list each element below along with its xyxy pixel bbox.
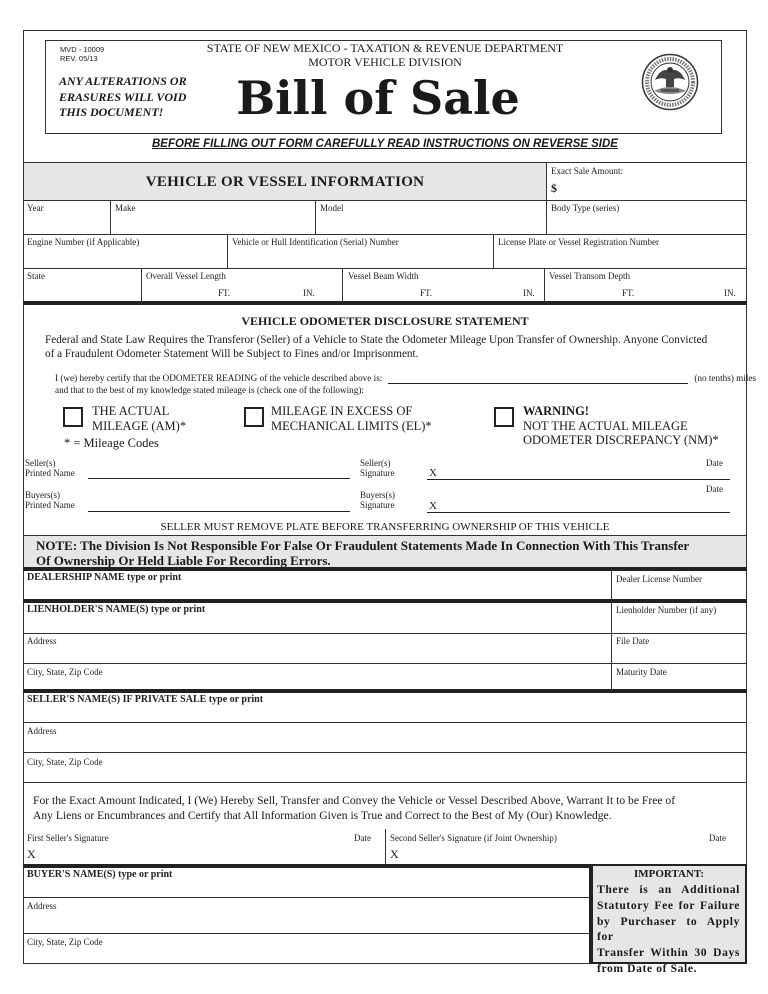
dealer-license-label: Dealer License Number (616, 574, 702, 584)
buyer-signature-line (427, 512, 730, 513)
alteration-warning (59, 74, 187, 121)
vessel-length-label: Overall Vessel Length (146, 271, 226, 281)
form-id (60, 45, 104, 63)
buyer-printed-name-input[interactable] (88, 499, 350, 512)
make-input[interactable] (113, 214, 313, 232)
transom-ft-unit: FT. (622, 288, 635, 298)
plate-label: License Plate or Vessel Registration Number (498, 237, 660, 247)
agency-line: STATE OF NEW MEXICO - TAXATION & REVENUE DEPARTMENT (206, 41, 564, 55)
make-label: Make (115, 203, 136, 213)
seller-name-input[interactable] (26, 707, 744, 720)
label-line: Printed Name (25, 468, 75, 478)
new-mexico-state-seal-icon (641, 53, 699, 111)
seller-name-label: SELLER'S NAME(S) IF PRIVATE SALE type or print (27, 694, 264, 705)
model-input[interactable] (318, 214, 544, 232)
label-line: Signature (360, 468, 395, 478)
seller-date-label: Date (706, 458, 723, 468)
seller-x-mark: X (429, 467, 437, 479)
buyer-x-mark: X (429, 500, 437, 512)
lienholder-name-input[interactable] (26, 618, 608, 631)
sale-amount-input[interactable] (564, 180, 742, 196)
option-text: MECHANICAL LIMITS (EL)* (271, 418, 432, 433)
no-tenths-miles-label: (no tenths) miles (694, 373, 757, 383)
dealership-name-input[interactable] (26, 585, 608, 598)
first-seller-date-label: Date (354, 833, 371, 843)
state-input[interactable] (26, 283, 138, 299)
dealership-name-label: DEALERSHIP NAME type or print (27, 572, 182, 583)
seller-printed-name-label (25, 458, 75, 478)
important-text (597, 882, 740, 977)
first-seller-signature-input[interactable] (42, 846, 378, 862)
first-seller-signature-label: First Seller's Signature (27, 833, 109, 843)
label-line: Seller(s) (360, 458, 391, 468)
lienholder-city-label: City, State, Zip Code (27, 667, 103, 677)
vin-label: Vehicle or Hull Identification (Serial) Number (232, 237, 399, 247)
odometer-law-text (45, 333, 707, 361)
odometer-reading-input[interactable] (388, 373, 688, 384)
actual-mileage-checkbox[interactable] (63, 407, 83, 427)
beam-width-label: Vessel Beam Width (348, 271, 419, 281)
excess-mileage-option (271, 404, 432, 433)
length-ft-input[interactable] (145, 285, 215, 299)
form-revision: REV. 05/13 (60, 54, 98, 63)
maturity-date-label: Maturity Date (616, 667, 667, 677)
odometer-certify-row (55, 373, 756, 384)
buyer-signature-input[interactable] (442, 499, 700, 512)
lienholder-address-input[interactable] (26, 648, 608, 661)
warning-line: ERASURES WILL VOID (59, 89, 187, 104)
excess-mileage-checkbox[interactable] (244, 407, 264, 427)
second-seller-signature-input[interactable] (405, 846, 742, 862)
option-text: THE ACTUAL (92, 404, 170, 418)
buyer-address-label: Address (27, 901, 57, 911)
division-line: MOTOR VEHICLE DIVISION (308, 55, 462, 69)
body-type-label: Body Type (series) (551, 203, 620, 213)
odometer-title: VEHICLE ODOMETER DISCLOSURE STATEMENT (241, 314, 529, 328)
first-seller-x-mark: X (27, 847, 36, 861)
model-label: Model (320, 203, 344, 213)
important-line: Statutory Fee for Failure (597, 898, 740, 912)
buyer-printed-name-label (25, 490, 75, 510)
agency-name (200, 41, 570, 69)
not-actual-mileage-option (523, 404, 719, 448)
seller-city-label: City, State, Zip Code (27, 757, 103, 767)
law-line: of a Fraudulent Odometer Statement Will be Subject to Fines and/or Imprisonment. (45, 348, 419, 360)
important-line: from Date of Sale. (597, 961, 698, 975)
lienholder-address-label: Address (27, 636, 57, 646)
liability-note (36, 538, 689, 568)
plate-input[interactable] (496, 248, 744, 266)
transom-in-input[interactable] (640, 285, 720, 299)
label-line: Seller(s) (25, 458, 56, 468)
lienholder-number-label: Lienholder Number (if any) (616, 605, 717, 615)
length-ft-unit: FT. (218, 288, 231, 298)
file-date-input[interactable] (614, 648, 744, 661)
buyer-name-label: BUYER'S NAME(S) type or print (27, 869, 173, 880)
buyer-date-label: Date (706, 484, 723, 494)
note-line: Of Ownership Or Held Liable For Recording Errors. (36, 553, 331, 568)
sale-certification-text (33, 793, 675, 823)
beam-in-input[interactable] (438, 285, 520, 299)
important-line: Transfer Within 30 Days (597, 946, 740, 960)
vehicle-section-title: VEHICLE OR VESSEL INFORMATION (145, 174, 425, 190)
buyer-city-input[interactable] (26, 949, 586, 962)
length-in-unit: IN. (303, 288, 315, 298)
seller-signature-label (360, 458, 395, 478)
file-date-label: File Date (616, 636, 650, 646)
certify-line: and that to the best of my knowledge stated mileage is (check one of the following): (55, 385, 364, 395)
warning-line: THIS DOCUMENT! (59, 105, 164, 119)
second-seller-x-mark: X (390, 847, 399, 861)
seller-city-input[interactable] (26, 768, 744, 781)
option-text: ODOMETER DISCREPANCY (NM)* (523, 433, 719, 447)
buyer-name-input[interactable] (26, 883, 586, 896)
transom-in-unit: IN. (724, 288, 736, 298)
label-line: Buyers(s) (25, 490, 60, 500)
transom-depth-label: Vessel Transom Depth (549, 271, 631, 281)
state-label: State (27, 271, 45, 281)
certify-line: I (we) hereby certify that the ODOMETER READING of the vehicle described above is: (55, 373, 383, 383)
form-title: Bill of Sale (236, 71, 520, 125)
buyer-signature-label (360, 490, 395, 510)
warning-line: ANY ALTERATIONS OR (59, 74, 187, 88)
year-label: Year (27, 203, 44, 213)
option-text: MILEAGE (AM)* (92, 418, 187, 433)
body-type-input[interactable] (549, 214, 744, 232)
actual-mileage-option (92, 404, 186, 433)
vin-input[interactable] (230, 248, 491, 266)
important-line: There is an Additional (597, 883, 740, 896)
label-line: Buyers(s) (360, 490, 395, 500)
not-actual-mileage-checkbox[interactable] (494, 407, 514, 427)
option-text: MILEAGE IN EXCESS OF (271, 404, 413, 418)
engine-number-label: Engine Number (if Applicable) (27, 237, 140, 247)
beam-ft-input[interactable] (346, 285, 416, 299)
second-seller-signature-label: Second Seller's Signature (if Joint Ownership) (390, 833, 557, 843)
label-line: Signature (360, 500, 395, 510)
maturity-date-input[interactable] (614, 678, 744, 689)
lienholder-name-label: LIENHOLDER'S NAME(S) type or print (27, 604, 206, 615)
instructions-notice: BEFORE FILLING OUT FORM CAREFULLY READ INSTRUCTIONS ON REVERSE SIDE (152, 138, 618, 150)
label-line: Printed Name (25, 500, 75, 510)
beam-in-unit: IN. (523, 288, 535, 298)
second-seller-date-label: Date (709, 833, 726, 843)
seller-address-input[interactable] (26, 738, 744, 751)
buyer-address-input[interactable] (26, 914, 586, 930)
lienholder-number-input[interactable] (614, 618, 744, 631)
note-line: NOTE: The Division Is Not Responsible For False Or Fraudulent Statements Made In Connection With This Transfer (36, 538, 690, 553)
beam-ft-unit: FT. (420, 288, 433, 298)
engine-number-input[interactable] (26, 248, 225, 266)
dealer-license-input[interactable] (614, 585, 744, 598)
sale-amount-label: Exact Sale Amount: (551, 166, 623, 176)
warning-text: WARNING! (523, 404, 589, 418)
buyer-city-label: City, State, Zip Code (27, 937, 103, 947)
option-text: NOT THE ACTUAL MILEAGE (523, 418, 688, 433)
length-in-input[interactable] (236, 285, 300, 299)
plate-removal-notice: SELLER MUST REMOVE PLATE BEFORE TRANSFERRING OWNERSHIP OF THIS VEHICLE (160, 521, 610, 533)
important-title: IMPORTANT: (633, 868, 705, 880)
seller-signature-line (427, 479, 730, 480)
year-input[interactable] (26, 214, 108, 232)
law-line: Federal and State Law Requires the Transferor (Seller) of a Vehicle to State the Odometer Mileage Upon Transfer of Ownership. Anyone Convicted (45, 334, 708, 346)
form-number: MVD - 10009 (60, 45, 105, 54)
transom-ft-input[interactable] (548, 285, 618, 299)
certification-line: Any Liens or Encumbrances and Certify that All Information Given is True and Correct to the Best of My (Our) Knowledge. (33, 809, 612, 822)
seller-printed-name-input[interactable] (88, 466, 350, 479)
seller-signature-input[interactable] (442, 466, 700, 479)
certification-line: For the Exact Amount Indicated, I (We) Hereby Sell, Transfer and Convey the Vehicle or Vessel Described Above, Warrant It to be Free of (33, 794, 676, 807)
currency-symbol: $ (551, 181, 557, 195)
mileage-codes-note: * = Mileage Codes (64, 436, 159, 450)
seller-address-label: Address (27, 726, 57, 736)
lienholder-city-input[interactable] (26, 678, 608, 689)
important-line: by Purchaser to Apply for (597, 914, 740, 944)
